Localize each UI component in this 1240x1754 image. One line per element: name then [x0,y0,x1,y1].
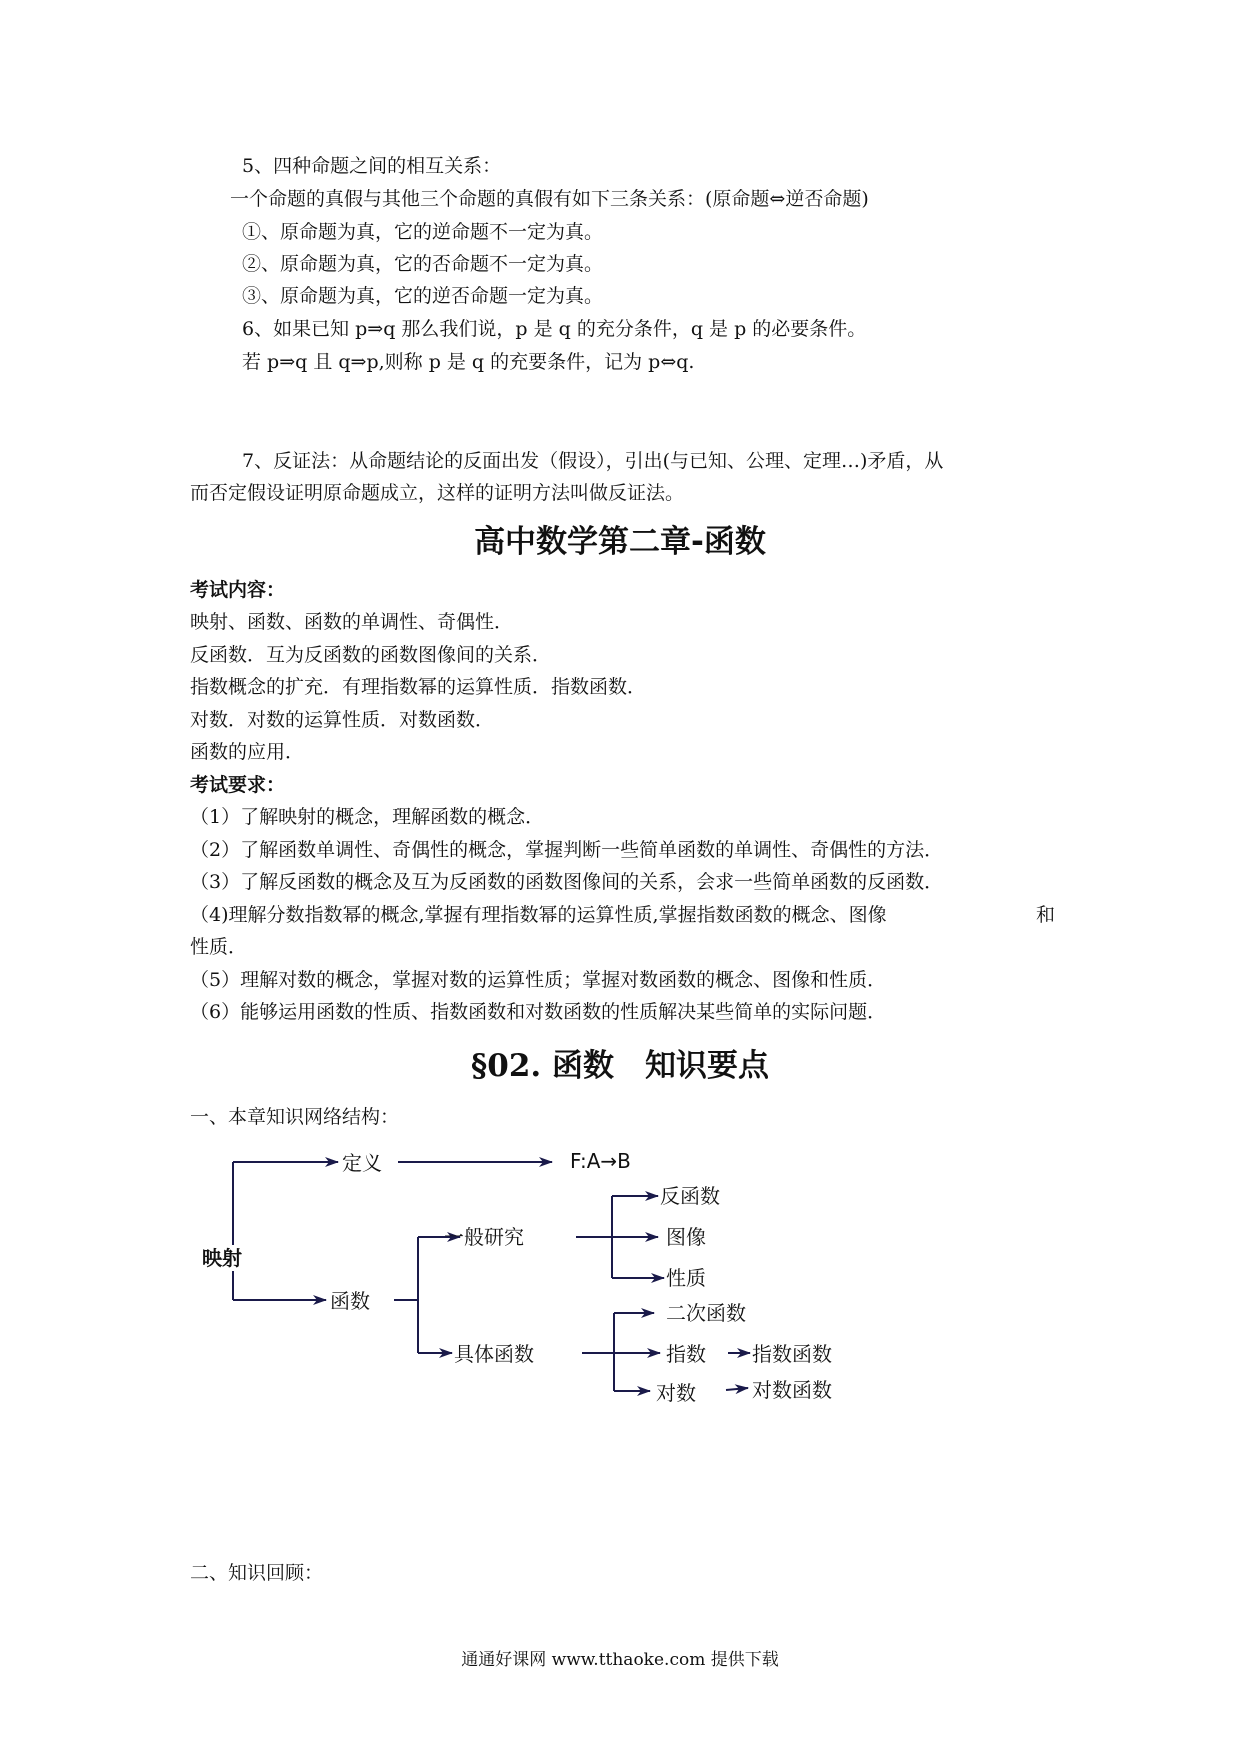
exam-requirement-line: （3）了解反函数的概念及互为反函数的函数图像间的关系，会求一些简单函数的反函数． [190,871,944,893]
node-inverse-function: 反函数 [660,1184,720,1208]
exam-requirement-line: （5）理解对数的概念，掌握对数的运算性质；掌握对数函数的概念、图像和性质． [190,969,887,991]
exam-content-line: 指数概念的扩充．有理指数幂的运算性质．指数函数． [190,676,647,698]
review-heading: 二、知识回顾： [190,1562,324,1584]
node-function: 函数 [330,1289,370,1313]
item5-title: 5、四种命题之间的相互关系： [242,155,502,177]
item7-line1: 7、反证法：从命题结论的反面出发（假设），引出(与已知、公理、定理…)矛盾，从 [242,450,944,472]
node-mapping: 映射 [202,1246,242,1270]
item6-line2: 若 p⇒q 且 q⇒p,则称 p 是 q 的充要条件，记为 p⇔q. [242,351,695,373]
relation-2: ②、原命题为真，它的否命题不一定为真。 [242,253,604,275]
exam-content-heading: 考试内容： [190,579,286,601]
section-title: §02. 函数 知识要点 [471,1048,769,1084]
node-logarithmic-function: 对数函数 [752,1378,832,1402]
node-quadratic-function: 二次函数 [666,1301,746,1325]
node-exponent: 指数 [666,1342,706,1366]
node-mapping-notation: F:A→B [570,1149,631,1173]
exam-requirement-line: （1）了解映射的概念，理解函数的概念． [190,806,545,828]
network-heading: 一、本章知识网络结构： [190,1106,400,1128]
item5-description: 一个命题的真假与其他三个命题的真假有如下三条关系：(原命题⇔逆否命题) [230,188,869,210]
relation-3: ③、原命题为真，它的逆否命题一定为真。 [242,285,604,307]
exam-content-line: 对数．对数的运算性质．对数函数． [190,709,495,731]
node-logarithm: 对数 [656,1381,696,1405]
exam-requirements-heading: 考试要求： [190,774,286,796]
chapter-title: 高中数学第二章-函数 [474,524,766,560]
exam-content-line: 函数的应用． [190,741,305,763]
arrow-to-logarithmic-function [726,1388,748,1390]
node-exponential-function: 指数函数 [752,1342,832,1366]
exam-requirement-line: （4)理解分数指数幂的概念,掌握有理指数幂的运算性质,掌握指数函数的概念、图像 [190,904,887,926]
node-property: 性质 [666,1266,706,1290]
node-specific-functions: 具体函数 [454,1342,534,1366]
exam-requirement-line: 和 [1036,904,1056,926]
exam-requirement-line: 性质． [190,936,248,958]
exam-content-line: 反函数．互为反函数的函数图像间的关系． [190,644,552,666]
footer-download-note: 通通好课网 www.tthaoke.com 提供下载 [461,1650,779,1670]
item7-line2: 而否定假设证明原命题成立，这样的证明方法叫做反证法。 [190,482,685,504]
exam-requirement-line: （6）能够运用函数的性质、指数函数和对数函数的性质解决某些简单的实际问题． [190,1001,887,1023]
item6-line1: 6、如果已知 p⇒q 那么我们说，p 是 q 的充分条件，q 是 p 的必要条件。 [242,318,867,340]
exam-requirement-line: （2）了解函数单调性、奇偶性的概念，掌握判断一些简单函数的单调性、奇偶性的方法． [190,839,944,861]
node-graph: 图像 [666,1225,706,1249]
exam-content-line: 映射、函数、函数的单调性、奇偶性． [190,611,514,633]
node-definition: 定义 [342,1151,382,1175]
node-general-study: 一般研究 [444,1225,524,1249]
relation-1: ①、原命题为真，它的逆命题不一定为真。 [242,221,604,243]
